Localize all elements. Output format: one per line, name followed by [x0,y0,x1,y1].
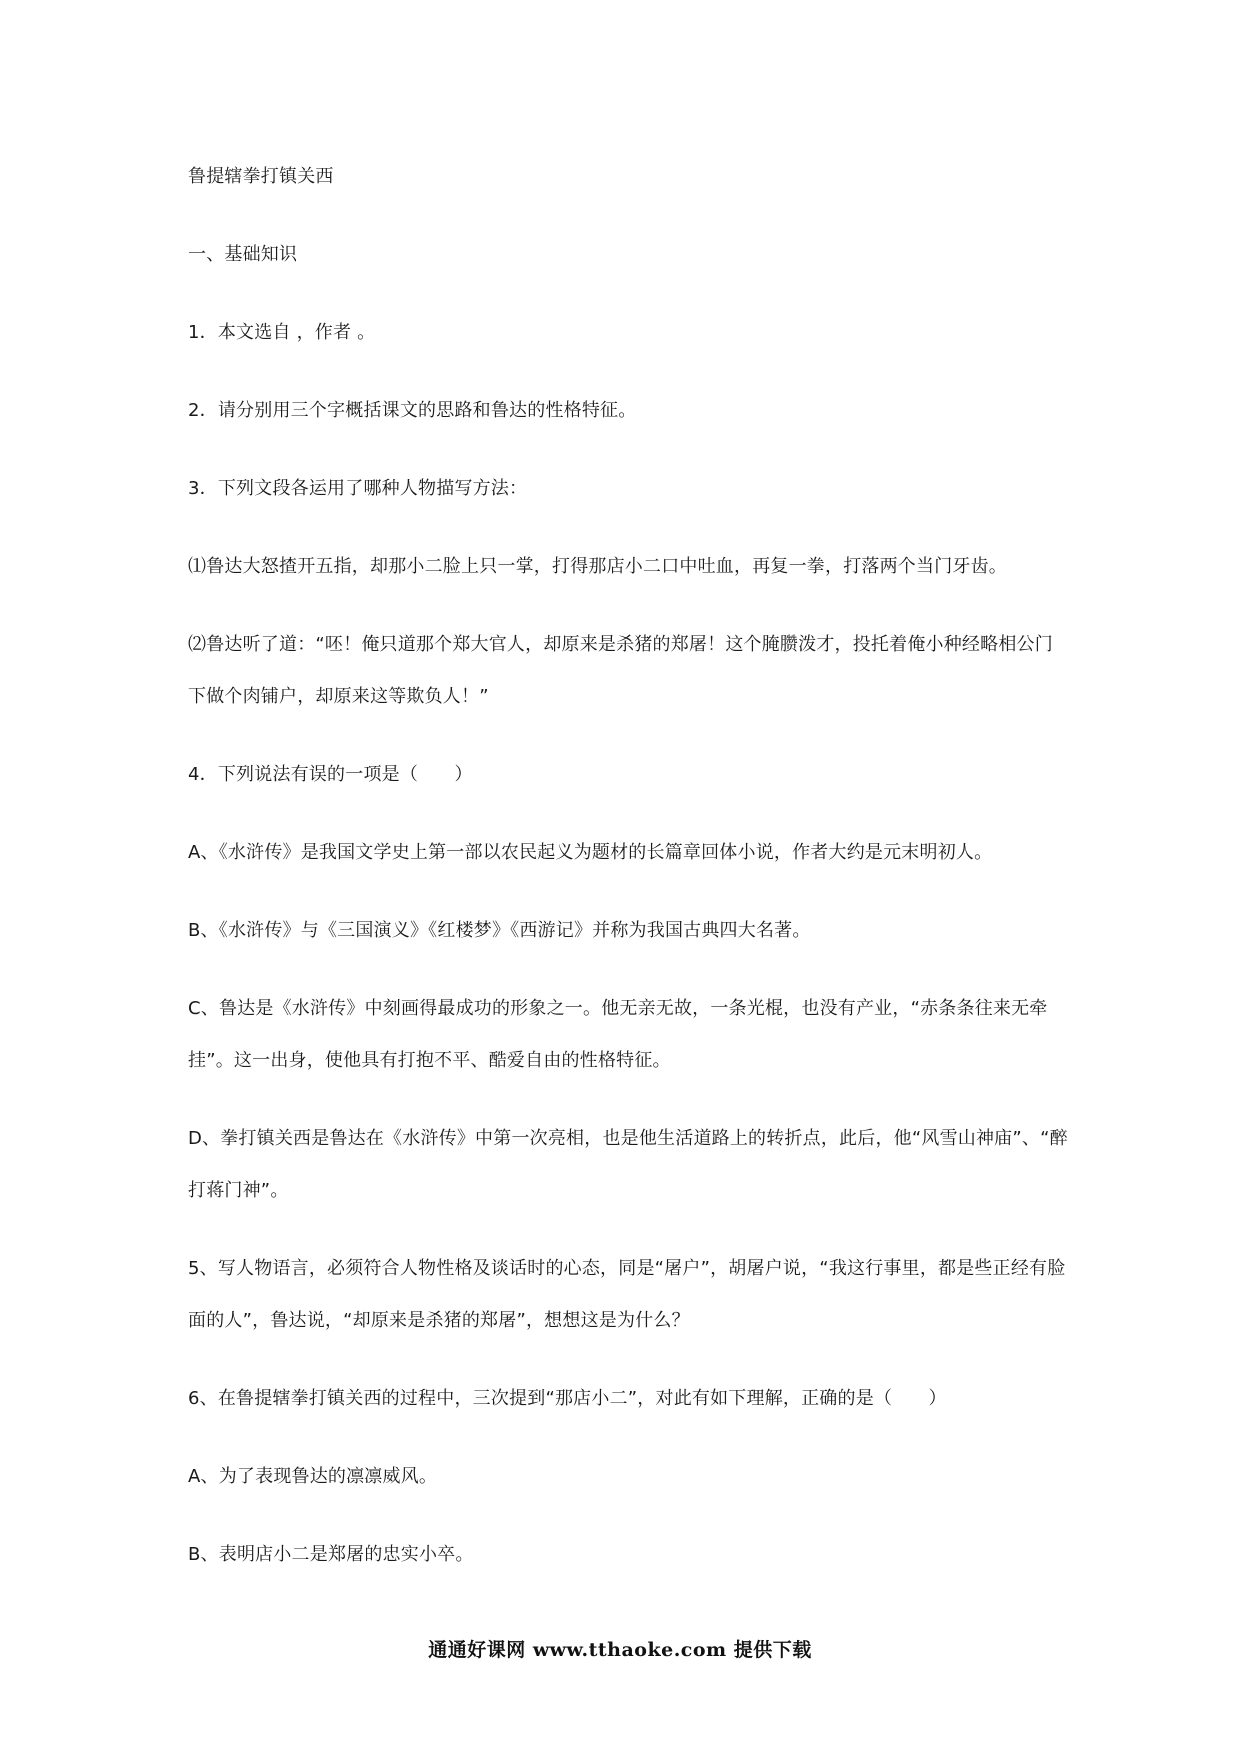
question-6-option-b: B、表明店小二是郑屠的忠实小卒。 [188,1544,474,1565]
question-4-option-c: C、鲁达是《水浒传》中刻画得最成功的形象之一。他无亲无故，一条光棍，也没有产业，“赤条条往来无牵挂”。这一出身，使他具有打抱不平、酷爱自由的性格特征。 [188,998,1048,1071]
question-5: 5、写人物语言，必须符合人物性格及谈话时的心态，同是“屠户”，胡屠户说，“我这行事里，都是些正经有脸面的人”，鲁达说，“却原来是杀猪的郑屠”，想想这是为什么？ [188,1258,1066,1331]
question-3: 3．下列文段各运用了哪种人物描写方法： [188,478,528,499]
question-4: 4．下列说法有误的一项是（ ） [188,764,473,785]
question-2: 2．请分别用三个字概括课文的思路和鲁达的性格特征。 [188,400,637,421]
question-1: 1．本文选自 ，作者 。 [188,322,376,343]
question-6-option-a: A、为了表现鲁达的凛凛威风。 [188,1466,438,1487]
section-heading-basics: 一、基础知识 [188,244,298,265]
document-body [188,164,1068,1620]
question-4-option-b: B、《水浒传》与《三国演义》《红楼梦》《西游记》并称为我国古典四大名著。 [188,920,811,941]
question-6: 6、在鲁提辖拳打镇关西的过程中，三次提到“那店小二”，对此有如下理解，正确的是（ ） [188,1388,947,1409]
question-3-passage-2: ⑵鲁达听了道：“呸！俺只道那个郑大官人，却原来是杀猪的郑屠！这个腌臜泼才，投托着俺小种经略相公门下做个肉铺户，却原来这等欺负人！” [188,634,1053,707]
question-4-option-d: D、拳打镇关西是鲁达在《水浒传》中第一次亮相，也是他生活道路上的转折点，此后，他“风雪山神庙”、“醉打蒋门神”。 [188,1128,1068,1201]
question-4-option-a: A、《水浒传》是我国文学史上第一部以农民起义为题材的长篇章回体小说，作者大约是元末明初人。 [188,842,993,863]
document-title: 鲁提辖拳打镇关西 [188,166,334,187]
question-3-passage-1: ⑴鲁达大怒揸开五指，却那小二脸上只一掌，打得那店小二口中吐血，再复一拳，打落两个当门牙齿。 [188,556,1007,577]
footer-download-note: 通通好课网 www.tthaoke.com 提供下载 [428,1639,812,1661]
